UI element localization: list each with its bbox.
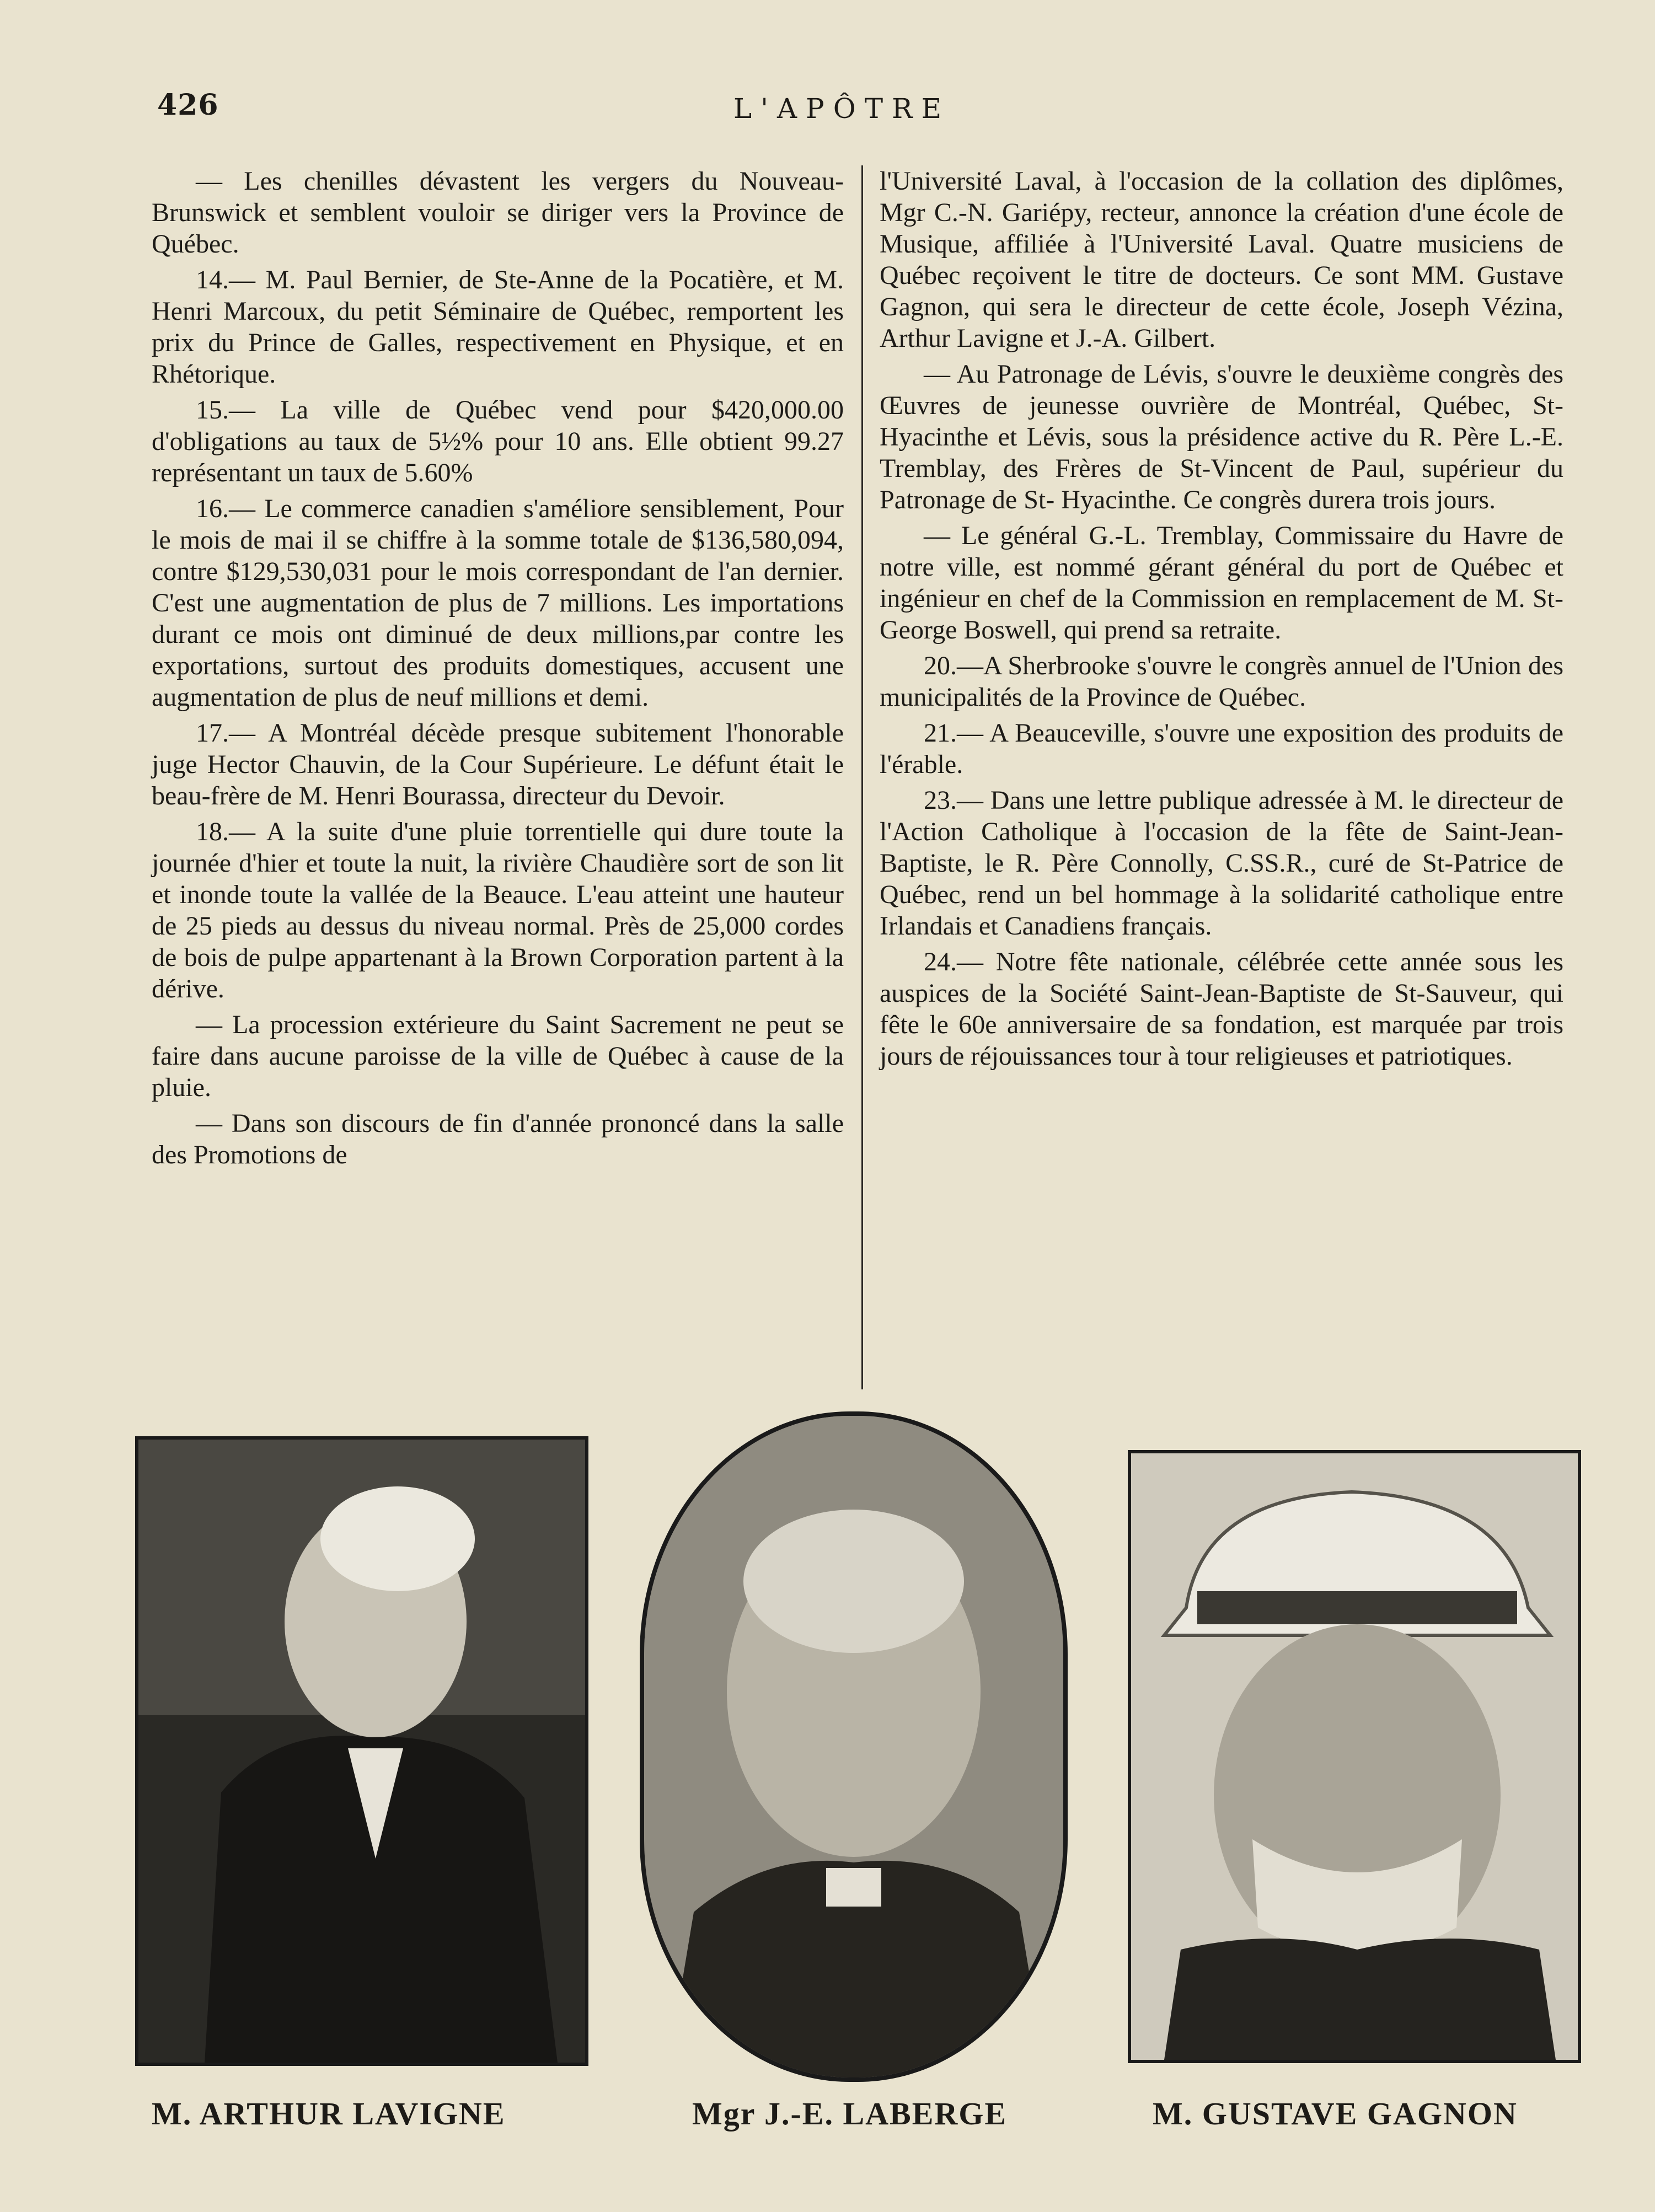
- left-text-column: [152, 165, 844, 1175]
- paragraph: 23.— Dans une lettre publique adressée à M. le directeur de l'Action Catholique à l'occasion de la fête de Saint-Jean-Baptiste, le R. Père Connolly, C.SS.R., curé de St-Patrice de Québec, rend un bel hommage à la solidarité catholique entre Irlandais et Canadiens français.: [880, 786, 1563, 941]
- paragraph: 21.— A Beauceville, s'ouvre une exposition des produits de l'érable.: [880, 718, 1563, 779]
- portrait-caption: M. GUSTAVE GAGNON: [1153, 2096, 1518, 2132]
- paragraph: 14.— M. Paul Bernier, de Ste-Anne de la Pocatière, et M. Henri Marcoux, du petit Séminaire de Québec, remportent les prix du Prince de Galles, respectivement en Physique, et en Rhétorique.: [152, 265, 844, 389]
- portrait-photo-laberge: [640, 1411, 1068, 2082]
- portrait-caption: Mgr J.-E. LABERGE: [692, 2096, 1008, 2132]
- page-number: 426: [157, 88, 219, 122]
- portrait-caption: M. ARTHUR LAVIGNE: [152, 2096, 506, 2132]
- paragraph: 15.— La ville de Québec vend pour $420,000.00 d'obligations au taux de 5½% pour 10 ans. Elle obtient 99.27 représentant un taux de 5.60%: [152, 395, 844, 487]
- portrait-photo-gagnon: [1128, 1450, 1581, 2063]
- running-title: L'APÔTRE: [733, 93, 951, 125]
- paragraph: 18.— A la suite d'une pluie torrentielle qui dure toute la journée d'hier et toute la nuit, la rivière Chaudière sort de son lit et inonde toute la vallée de la Beauce. L'eau atteint une hauteur de 25 pieds au dessus du niveau normal. Près de 25,000 cordes de bois de pulpe appartenant à la Brown Corporation partent à la dérive.: [152, 817, 844, 1003]
- paragraph: — Au Patronage de Lévis, s'ouvre le deuxième congrès des Œuvres de jeunesse ouvrière de Montréal, Québec, St-Hyacinthe et Lévis, sous la présidence active du R. Père L.-E. Tremblay, des Frères de St-Vincent de Paul, supérieur du Patronage de St- Hyacinthe. Ce congrès durera trois jours.: [880, 359, 1563, 514]
- column-divider: [861, 165, 863, 1389]
- portrait-photo-lavigne: [135, 1436, 588, 2066]
- paragraph: — Les chenilles dévastent les vergers du Nouveau-Brunswick et semblent vouloir se diriger vers la Province de Québec.: [152, 167, 844, 259]
- paragraph: — La procession extérieure du Saint Sacrement ne peut se faire dans aucune paroisse de la ville de Québec à cause de la pluie.: [152, 1010, 844, 1102]
- paragraph: — Dans son discours de fin d'année prononcé dans la salle des Promotions de: [152, 1109, 844, 1169]
- paragraph: l'Université Laval, à l'occasion de la collation des diplômes, Mgr C.-N. Gariépy, recteur, annonce la création d'une école de Musique, affiliée à l'Université Laval. Quatre musiciens de Québec reçoivent le titre de docteurs. Ce sont MM. Gustave Gagnon, qui sera le directeur de cette école, Joseph Vézina, Arthur Lavigne et J.-A. Gilbert.: [880, 167, 1563, 353]
- right-text-column: [880, 165, 1563, 1076]
- paragraph: 24.— Notre fête nationale, célébrée cette année sous les auspices de la Société Saint-Jean-Baptiste de St-Sauveur, qui fête le 60e anniversaire de sa fondation, est marquée par trois jours de réjouissances tour à tour religieuses et patriotiques.: [880, 947, 1563, 1071]
- paragraph: 17.— A Montréal décède presque subitement l'honorable juge Hector Chauvin, de la Cour Supérieure. Le défunt était le beau-frère de M. Henri Bourassa, directeur du Devoir.: [152, 718, 844, 810]
- paragraph: — Le général G.-L. Tremblay, Commissaire du Havre de notre ville, est nommé gérant général du port de Québec et ingénieur en chef de la Commission en remplacement de M. St-George Boswell, qui prend sa retraite.: [880, 521, 1563, 645]
- paragraph: 16.— Le commerce canadien s'améliore sensiblement, Pour le mois de mai il se chiffre à la somme totale de $136,580,094, contre $129,530,031 pour le mois correspondant de l'an dernier. C'est une augmentation de plus de 7 millions. Les importations durant ce mois ont diminué de deux millions,par contre les exportations, surtout des produits domestiques, accusent une augmentation de plus de neuf millions et demi.: [152, 494, 844, 712]
- paragraph: 20.—A Sherbrooke s'ouvre le congrès annuel de l'Union des municipalités de la Province de Québec.: [880, 651, 1563, 712]
